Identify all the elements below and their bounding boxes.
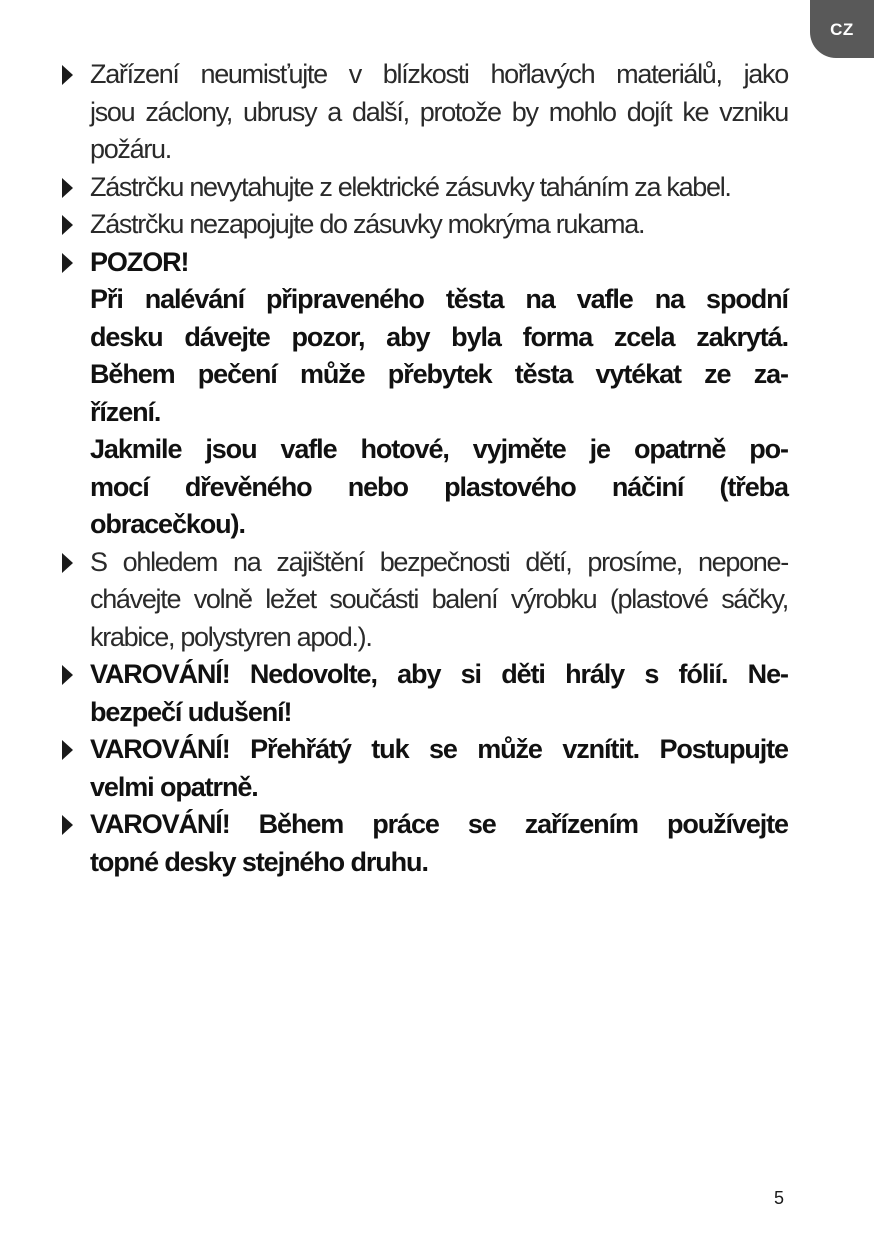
- text-line: VAROVÁNÍ! Nedovolte, aby si děti hrály s fólií. Ne-: [90, 659, 788, 689]
- item-text: [90, 206, 788, 244]
- list-item-warning: [60, 244, 788, 544]
- language-label: CZ: [830, 20, 854, 39]
- text-line: bezpečí udušení!: [90, 696, 292, 727]
- item-text: [90, 656, 788, 731]
- text-line: Zástrčku nezapojujte do zásuvky mokrýma rukama.: [90, 209, 645, 239]
- list-item: [60, 56, 788, 169]
- text-line: mocí dřevěného nebo plastového náčiní (třeba: [90, 471, 788, 502]
- text-line: desku dávejte pozor, aby byla forma zcela zakrytá.: [90, 321, 788, 352]
- bullet-arrow-icon: [62, 553, 73, 573]
- text-line: krabice, polystyren apod.).: [90, 621, 372, 652]
- item-text: [90, 56, 788, 169]
- item-text: [90, 244, 788, 544]
- text-line: topné desky stejného druhu.: [90, 846, 428, 877]
- text-line: velmi opatrně.: [90, 771, 258, 802]
- text-line: Během pečení může přebytek těsta vytékat ze za-: [90, 359, 788, 389]
- text-line: Zařízení neumisťujte v blízkosti hořlavých materiálů, jako: [90, 59, 788, 89]
- text-line: Jakmile jsou vafle hotové, vyjměte je opatrně po-: [90, 434, 788, 464]
- list-item-warning: [60, 806, 788, 881]
- text-line: VAROVÁNÍ! Během práce se zařízením používejte: [90, 809, 788, 839]
- list-item-warning: [60, 656, 788, 731]
- page-number: 5: [774, 1188, 785, 1208]
- list-item: [60, 169, 788, 207]
- bullet-arrow-icon: [62, 65, 73, 85]
- item-text: [90, 806, 788, 881]
- item-text: [90, 544, 788, 657]
- item-text: [90, 169, 788, 207]
- language-tab: [810, 0, 874, 58]
- list-item-warning: [60, 731, 788, 806]
- item-text: [90, 731, 788, 806]
- bullet-arrow-icon: [62, 178, 73, 198]
- bullet-arrow-icon: [62, 665, 73, 685]
- text-line: obracečkou).: [90, 509, 245, 539]
- text-line: chávejte volně ležet součásti balení výrobku (plastové sáčky,: [90, 584, 788, 614]
- bullet-arrow-icon: [62, 215, 73, 235]
- text-line: S ohledem na zajištění bezpečnosti dětí, prosíme, nepone-: [90, 546, 788, 577]
- list-item: [60, 206, 788, 244]
- bullet-arrow-icon: [62, 253, 73, 273]
- bullet-arrow-icon: [62, 740, 73, 760]
- text-line: VAROVÁNÍ! Přehřátý tuk se může vznítit. Postupujte: [90, 734, 788, 764]
- bullet-arrow-icon: [62, 815, 73, 835]
- list-item: [60, 544, 788, 657]
- text-line: jsou záclony, ubrusy a další, protože by mohlo dojít ke vzniku: [90, 96, 788, 127]
- text-line: požáru.: [90, 134, 171, 164]
- safety-instructions-list: [60, 56, 788, 881]
- text-line: řízení.: [90, 396, 161, 427]
- text-line: POZOR!: [90, 246, 189, 277]
- text-line: Při nalévání připraveného těsta na vafle na spodní: [90, 284, 788, 314]
- text-line: Zástrčku nevytahujte z elektrické zásuvky taháním za kabel.: [90, 171, 731, 202]
